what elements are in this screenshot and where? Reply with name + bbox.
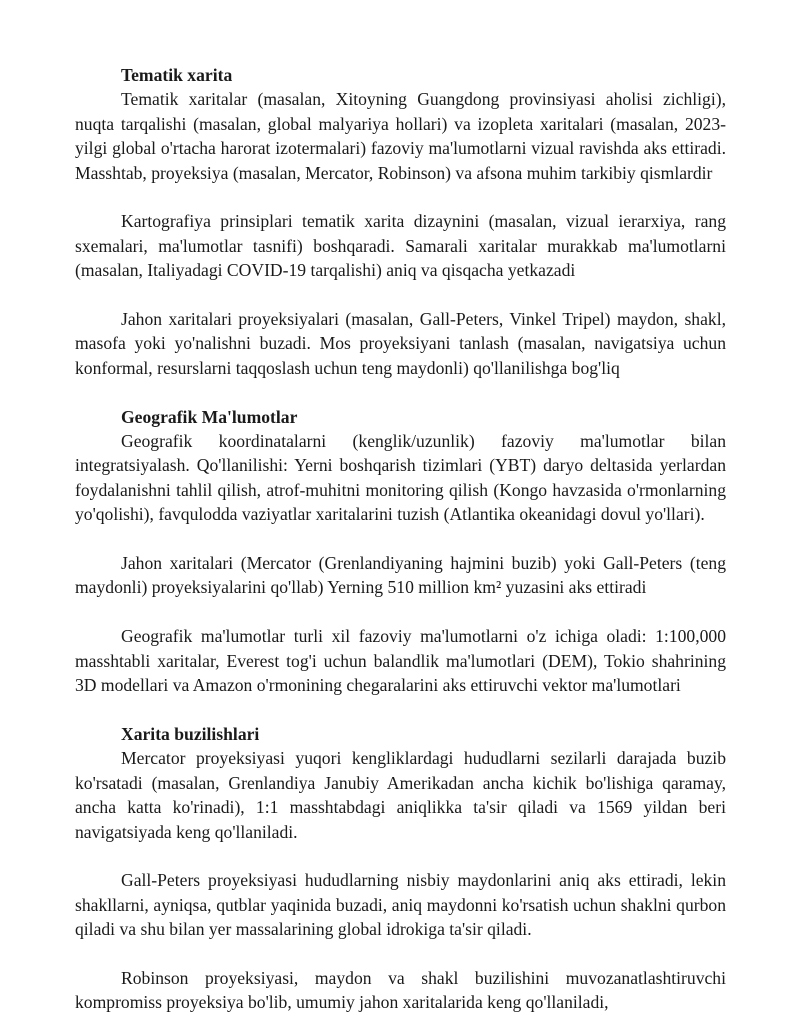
paragraph: Tematik xaritalar (masalan, Xitoyning Guangdong provinsiyasi aholisi zichligi), nuqta tarqalishi (masalan, global malyariya hollari) va izopleta xaritalari (masalan, 2023-yilgi global o'rtacha harorat izotermalari) fazoviy ma'lumotlarni vizual ravishda aks ettiradi. Masshtab, proyeksiya (masalan, Mercator, Robinson) va afsona muhim tarkibiy qismlardir [75, 89, 726, 183]
section-tematik-xarita [75, 63, 726, 380]
paragraph: Robinson proyeksiyasi, maydon va shakl buzilishini muvozanatlashtiruvchi kompromiss proyeksiya bo'lib, umumiy jahon xaritalarida keng qo'llaniladi, [75, 967, 726, 1013]
paragraph-spacer [75, 942, 726, 966]
paragraph: Gall-Peters proyeksiyasi hududlarning nisbiy maydonlarini aniq aks ettiradi, lekin shakllarni, ayniqsa, qutblar yaqinida buzadi, aniq maydonni ko'rsatish uchun shaklni qurbon qiladi va shu bilan yer massalarining global idrokiga ta'sir qiladi. [75, 870, 726, 940]
section-heading: Tematik xarita [121, 65, 233, 85]
paragraph: Kartografiya prinsiplari tematik xarita dizaynini (masalan, vizual ierarxiya, rang sxemalari, ma'lumotlar tasnifi) boshqaradi. Samarali xaritalar murakkab ma'lumotlarni (masalan, Italiyadagi COVID-19 tarqalishi) aniq va qisqacha yetkazadi [75, 211, 726, 281]
section-spacer [75, 380, 726, 404]
paragraph-spacer [75, 283, 726, 307]
section-xarita-buzilishlari [75, 722, 726, 1015]
paragraph: Jahon xaritalari proyeksiyalari (masalan, Gall-Peters, Vinkel Tripel) maydon, shakl, masofa yoki yo'nalishni buzadi. Mos proyeksiyani tanlash (masalan, navigatsiya uchun konformal, resurslarni taqqoslash uchun teng maydonli) qo'llanilishga bog'liq [75, 309, 726, 378]
paragraph-spacer [75, 185, 726, 209]
paragraph-spacer [75, 527, 726, 551]
paragraph: Mercator proyeksiyasi yuqori kengliklardagi hududlarni sezilarli darajada buzib ko'rsatadi (masalan, Grenlandiya Janubiy Amerikadan ancha kichik bo'lishiga qaramay, ancha katta ko'rinadi), 1:1 masshtabdagi aniqlikka ta'sir qiladi va 1569 yildan beri navigatsiyada keng qo'llaniladi. [75, 748, 726, 842]
section-heading: Xarita buzilishlari [121, 723, 260, 744]
paragraph: Geografik koordinatalarni (kenglik/uzunlik) fazoviy ma'lumotlar bilan integratsiyalash. Qo'llanilishi: Yerni boshqarish tizimlari (YBT) daryo deltasida yerlardan foydalanishni tahlil qilish, atrof-muhitni monitoring qilish (Kongo havzasida o'rmonlarning yo'qolishi), favqulodda vaziyatlar xaritalarini tuzish (Atlantika okeanidagi dovul yo'llari). [75, 431, 726, 525]
paragraph-spacer [75, 600, 726, 624]
paragraph-spacer [75, 844, 726, 868]
paragraph: Jahon xaritalari (Mercator (Grenlandiyaning hajmini buzib) yoki Gall-Peters (teng maydonli) proyeksiyalarini qo'llab) Yerning 510 million km² yuzasini aks ettiradi [75, 553, 726, 598]
section-geografik-malumotlar [75, 405, 726, 698]
paragraph: Geografik ma'lumotlar turli xil fazoviy ma'lumotlarni o'z ichiga oladi: 1:100,000 masshtabli xaritalar, Everest tog'i uchun balandlik ma'lumotlari (DEM), Tokio shahrining 3D modellari va Amazon o'rmonining chegaralarini aks ettiruvchi vektor ma'lumotlari [75, 626, 726, 696]
section-heading: Geografik Ma'lumotlar [121, 406, 298, 427]
document-page [75, 63, 726, 1015]
section-spacer [75, 697, 726, 721]
